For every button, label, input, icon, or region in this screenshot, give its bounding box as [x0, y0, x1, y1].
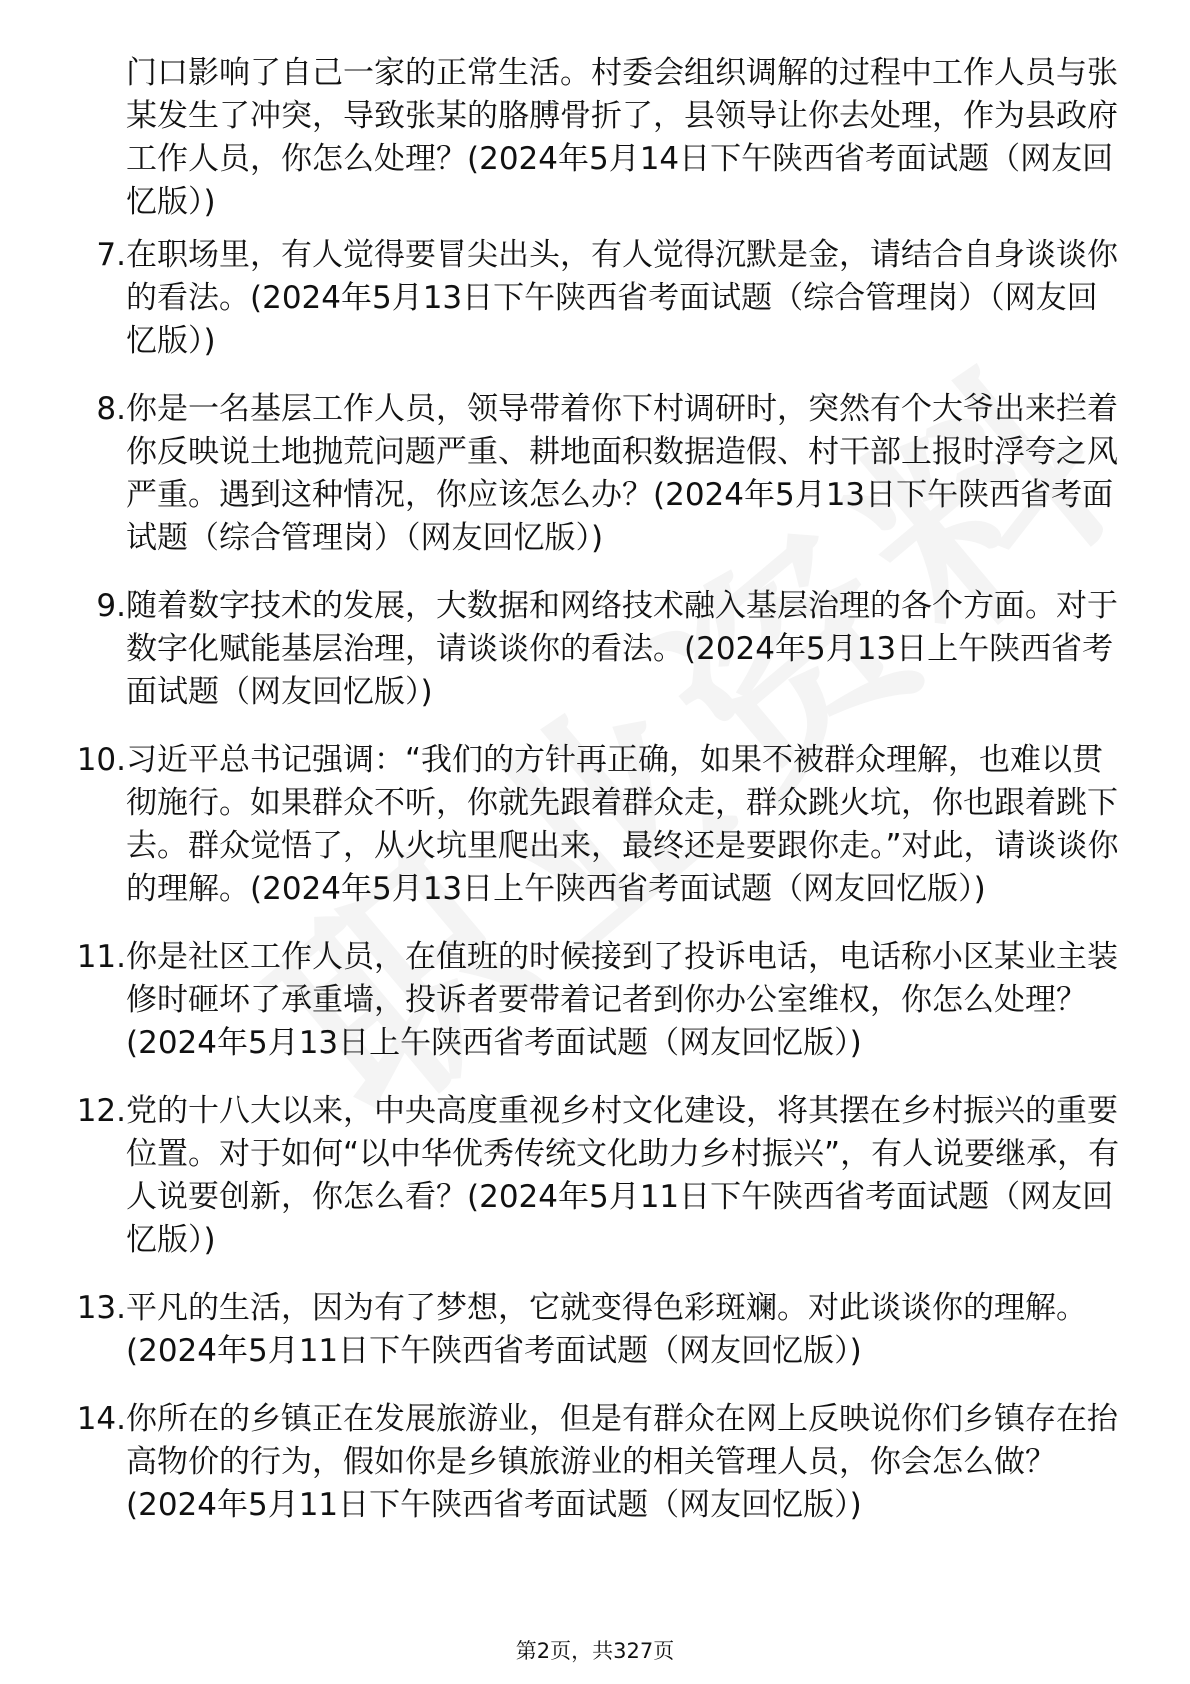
continuation-paragraph: 门口影响了自己一家的正常生活。村委会组织调解的过程中工作人员与张某发生了冲突，导致张某的胳膊骨折了，县领导让你去处理，作为县政府工作人员，你怎么处理？(2024年5月14日下午陕西省考面试题（网友回忆版）) — [126, 55, 1118, 220]
question-number: 14. — [76, 1401, 126, 1437]
question-text: 党的十八大以来，中央高度重视乡村文化建设，将其摆在乡村振兴的重要位置。对于如何“以中华优秀传统文化助力乡村振兴”，有人说要继承，有人说要创新，你怎么看？(2024年5月11日下午陕西省考面试题（网友回忆版）) — [126, 1093, 1120, 1258]
question-number: 10. — [76, 742, 126, 778]
question-text: 习近平总书记强调：“我们的方针再正确，如果不被群众理解，也难以贯彻施行。如果群众不听，你就先跟着群众走，群众跳火坑，你也跟着跳下去。群众觉悟了，从火坑里爬出来，最终还是要跟你走。”对此，请谈谈你的理解。(2024年5月13日上午陕西省考面试题（网友回忆版）) — [126, 742, 1119, 907]
question-text: 你是社区工作人员，在值班的时候接到了投诉电话，电话称小区某业主装修时砸坏了承重墙，投诉者要带着记者到你办公室维权，你怎么处理？(2024年5月13日上午陕西省考面试题（网友回忆版）) — [126, 939, 1118, 1061]
question-number: 11. — [76, 939, 126, 975]
question-item — [0, 585, 1190, 714]
question-text: 在职场里，有人觉得要冒尖出头，有人觉得沉默是金，请结合自身谈谈你的看法。(2024年5月13日下午陕西省考面试题（综合管理岗）（网友回忆版）) — [126, 237, 1118, 359]
question-item — [0, 739, 1190, 911]
question-item — [0, 1287, 1190, 1373]
question-text: 你所在的乡镇正在发展旅游业，但是有群众在网上反映说你们乡镇存在抬高物价的行为，假如你是乡镇旅游业的相关管理人员，你会怎么做？(2024年5月11日下午陕西省考面试题（网友回忆版）) — [126, 1401, 1118, 1523]
question-number: 7. — [96, 237, 126, 273]
question-number: 13. — [76, 1290, 126, 1326]
question-item — [0, 1398, 1190, 1527]
question-number: 8. — [96, 391, 126, 427]
question-text: 随着数字技术的发展，大数据和网络技术融入基层治理的各个方面。对于数字化赋能基层治理，请谈谈你的看法。(2024年5月13日上午陕西省考面试题（网友回忆版）) — [126, 588, 1118, 710]
question-number: 12. — [76, 1093, 126, 1129]
question-number: 9. — [96, 588, 126, 624]
question-list — [0, 234, 1190, 1552]
question-item — [0, 1090, 1190, 1262]
page-footer: 第2页，共327页 — [515, 1639, 675, 1663]
question-item — [0, 234, 1190, 363]
question-item — [0, 388, 1190, 560]
question-item — [0, 936, 1190, 1065]
question-text: 你是一名基层工作人员，领导带着你下村调研时，突然有个大爷出来拦着你反映说土地抛荒问题严重、耕地面积数据造假、村干部上报时浮夸之风严重。遇到这种情况，你应该怎么办？(2024年5月13日下午陕西省考面试题（综合管理岗）（网友回忆版）) — [126, 391, 1118, 556]
question-text: 平凡的生活，因为有了梦想，它就变得色彩斑斓。对此谈谈你的理解。(2024年5月11日下午陕西省考面试题（网友回忆版）) — [126, 1290, 1087, 1369]
